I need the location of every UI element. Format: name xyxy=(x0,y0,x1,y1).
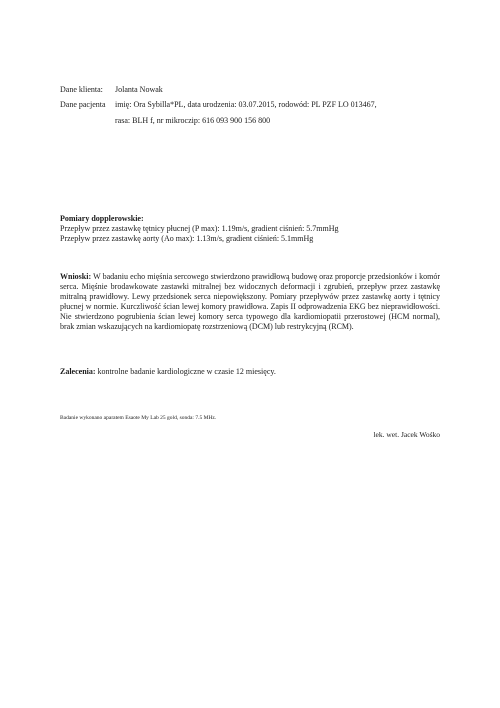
vet-signature: lek. wet. Jacek Wośko xyxy=(373,430,440,439)
doppler-section xyxy=(60,214,440,244)
recommendations-label: Zalecenia: xyxy=(60,367,96,376)
recommendations-section xyxy=(60,367,440,377)
conclusions-section xyxy=(60,272,440,332)
patient-details-line-1: imię: Ora Sybilla*PL, data urodzenia: 03.07.2015, rodowód: PL PZF LO 013467, xyxy=(115,100,377,109)
conclusions-label: Wnioski: xyxy=(60,272,92,281)
conclusions-text: W badaniu echo mięśnia sercowego stwierdzono prawidłową budowę oraz proporcje przedsionków i komór serca. Mięśnie brodawkowate zastawki mitralnej bez widocznych deformacji i zgrubień, przepływ przez zastawkę mitralną prawidłowy. Lewy przedsionek serca niepowiększony. Pomiary przepływów przez zastawkę aorty i tętnicy płucnej w normie. Kurczliwość ścian lewej komory prawidłowa. Zapis II odprowadzenia EKG bez nieprawidłowości. Nie stwierdzono pogrubienia ścian lewej komory serca typowego dla kardiomiopatii przerostowej (HCM normal), brak zmian wskazujących na kardiomiopatę rozstrzeniową (DCM) lub restrykcyjną (RCM). xyxy=(60,272,441,331)
patient-details-line-2: rasa: BLH f, nr mikroczip: 616 093 900 156 800 xyxy=(115,116,271,125)
equipment-footnote: Badanie wykonano aparatem Esaote My Lab 25 gold, sonda: 7.5 MHz. xyxy=(60,415,217,421)
client-name: Jolanta Nowak xyxy=(115,85,163,94)
client-label: Dane klienta: xyxy=(60,85,103,94)
doppler-row-aorta: Przepływ przez zastawkę aorty (Ao max): 1.13m/s, gradient ciśnień: 5.1mmHg xyxy=(60,234,314,243)
patient-label: Dane pacjenta xyxy=(60,100,106,109)
doppler-row-pulmonary: Przepływ przez zastawkę tętnicy płucnej (P max): 1.19m/s, gradient ciśnień: 5.7mmHg xyxy=(60,224,339,233)
doppler-heading: Pomiary dopplerowskie: xyxy=(60,214,144,223)
recommendations-text: kontrolne badanie kardiologiczne w czasie 12 miesięcy. xyxy=(97,367,276,376)
